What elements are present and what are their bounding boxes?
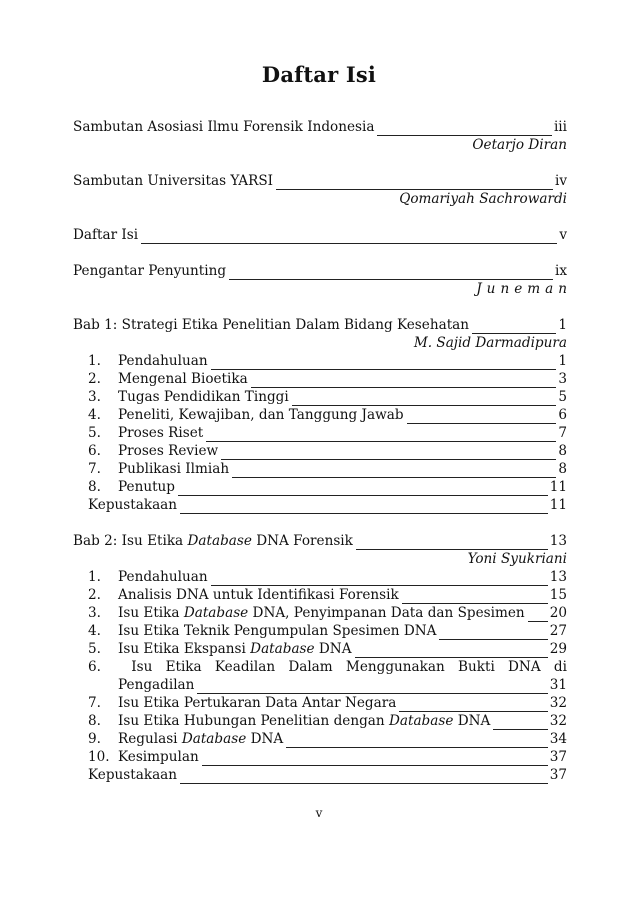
leader-line — [292, 392, 557, 406]
toc-section — [88, 478, 567, 496]
toc-chapter-2 — [73, 532, 567, 568]
leader-line — [251, 374, 557, 388]
toc-page: 37 — [549, 767, 567, 783]
toc-page: 11 — [549, 479, 567, 495]
toc-section — [88, 658, 567, 694]
toc-entry-daftar-isi — [73, 226, 567, 244]
section-title — [118, 731, 283, 747]
section-title-word: Keadilan — [214, 659, 276, 675]
leader-line — [286, 734, 548, 748]
toc-section — [88, 604, 567, 622]
toc-chapter-1 — [73, 316, 567, 352]
leader-line — [528, 608, 548, 622]
section-title: Penutup — [118, 479, 176, 495]
toc-section — [88, 568, 567, 586]
section-title-word: Bukti — [458, 659, 495, 675]
section-number: 5. — [88, 641, 101, 657]
leader-line — [229, 266, 553, 280]
leader-line — [232, 464, 556, 478]
section-title-continuation: Pengadilan — [118, 677, 195, 693]
chapter-title-part: DNA Forensik — [251, 533, 353, 549]
section-title-part: DNA — [314, 641, 352, 657]
section-number: 10. — [88, 749, 110, 765]
section-title: Publikasi Ilmiah — [118, 461, 230, 477]
toc-author: Qomariyah Sachrowardi — [399, 191, 567, 207]
section-title: Isu Etika Teknik Pengumpulan Spesimen DNA — [118, 623, 437, 639]
chapter-2-sections — [88, 568, 567, 766]
toc-page: 37 — [549, 749, 567, 765]
section-number: 8. — [88, 479, 101, 495]
toc-section — [88, 388, 567, 406]
section-title-part: DNA — [453, 713, 491, 729]
toc-section — [88, 442, 567, 460]
toc-entry-pengantar — [73, 262, 572, 298]
leader-line — [472, 320, 556, 334]
toc-section — [88, 424, 567, 442]
section-title: Pendahuluan — [118, 353, 208, 369]
section-number: 5. — [88, 425, 101, 441]
toc-section — [88, 370, 567, 388]
toc-section — [88, 712, 567, 730]
toc-page: 32 — [549, 695, 567, 711]
toc-page: 8 — [558, 461, 567, 477]
section-title — [118, 605, 525, 621]
toc-author: Oetarjo Diran — [472, 137, 567, 153]
toc-page: 27 — [549, 623, 567, 639]
section-number: 1. — [88, 353, 101, 369]
section-number: 2. — [88, 587, 101, 603]
toc-label: Kepustakaan — [88, 767, 178, 783]
toc-section — [88, 730, 567, 748]
leader-line — [211, 572, 548, 586]
toc-page: iii — [553, 119, 567, 135]
toc-page: 1 — [558, 317, 567, 333]
chapter-title-emphasis: Database — [187, 533, 252, 549]
toc-author — [73, 280, 572, 298]
leader-line — [180, 770, 548, 784]
toc-label: Pengantar Penyunting — [73, 263, 227, 279]
toc-section — [88, 640, 567, 658]
chapter-title: Bab 1: Strategi Etika Penelitian Dalam Bidang Kesehatan — [73, 317, 470, 333]
leader-line — [439, 626, 547, 640]
section-title-emphasis: Database — [181, 731, 247, 747]
section-number: 2. — [88, 371, 101, 387]
toc-section — [88, 406, 567, 424]
toc-entry-sambutan-yarsi — [73, 172, 567, 208]
toc-page: 34 — [549, 731, 567, 747]
section-title — [118, 641, 352, 657]
section-title: Mengenal Bioetika — [118, 371, 248, 387]
leader-line — [221, 446, 556, 460]
toc-page: v — [559, 227, 567, 243]
section-number: 3. — [88, 389, 101, 405]
toc-section — [88, 352, 567, 370]
leader-line — [180, 500, 548, 514]
page-number: v — [315, 806, 323, 820]
leader-line — [356, 536, 548, 550]
toc-kepustakaan — [88, 496, 567, 514]
section-number: 3. — [88, 605, 101, 621]
section-title — [118, 713, 490, 729]
page-title: Daftar Isi — [261, 62, 377, 87]
chapter-title-part: Bab 2: Isu Etika — [73, 533, 188, 549]
leader-line — [399, 698, 547, 712]
toc-entry-sambutan-aifi — [73, 118, 567, 154]
toc-page: 20 — [549, 605, 567, 621]
toc-page: 13 — [549, 533, 567, 549]
leader-line — [141, 230, 557, 244]
toc-page: 8 — [558, 443, 567, 459]
section-title-part: Regulasi — [118, 731, 182, 747]
toc-page: 11 — [549, 497, 567, 513]
chapter-1-sections — [88, 352, 567, 496]
section-number: 8. — [88, 713, 101, 729]
toc-content — [73, 118, 572, 784]
toc-section — [88, 622, 567, 640]
toc-section — [88, 694, 567, 712]
leader-line — [178, 482, 548, 496]
section-title-part: Isu Etika — [118, 605, 184, 621]
toc-page: 3 — [558, 371, 567, 387]
section-number: 6. — [88, 443, 101, 459]
section-title: Tugas Pendidikan Tinggi — [118, 389, 289, 405]
leader-line — [493, 716, 547, 730]
toc-page: 7 — [558, 425, 567, 441]
toc-label: Daftar Isi — [73, 227, 139, 243]
section-title-word: DNA — [508, 659, 541, 675]
toc-page: 31 — [549, 677, 567, 693]
section-title-emphasis: Database — [183, 605, 249, 621]
toc-page: 1 — [558, 353, 567, 369]
section-title-word: Etika — [165, 659, 202, 675]
section-number: 9. — [88, 731, 101, 747]
section-title: Kesimpulan — [118, 749, 199, 765]
section-number: 1. — [88, 569, 101, 585]
section-title-part: Isu Etika Ekspansi — [118, 641, 251, 657]
chapter-author: M. Sajid Darmadipura — [413, 335, 567, 351]
toc-label: Sambutan Asosiasi Ilmu Forensik Indonesia — [73, 119, 375, 135]
section-title-part: Isu Etika Hubungan Penelitian dengan — [118, 713, 389, 729]
toc-section — [88, 748, 567, 766]
section-title: Peneliti, Kewajiban, dan Tanggung Jawab — [118, 407, 404, 423]
section-title-emphasis: Database — [250, 641, 315, 657]
toc-page: 6 — [558, 407, 567, 423]
leader-line — [402, 590, 548, 604]
section-title-word: Dalam — [288, 659, 333, 675]
section-title-emphasis: Database — [388, 713, 454, 729]
section-number: 6. — [88, 659, 101, 675]
section-title-word: di — [553, 659, 567, 675]
leader-line — [206, 428, 556, 442]
section-title: Proses Riset — [118, 425, 204, 441]
toc-label: Sambutan Universitas YARSI — [73, 173, 274, 189]
section-title: Isu Etika Pertukaran Data Antar Negara — [118, 695, 397, 711]
section-number: 7. — [88, 461, 101, 477]
leader-line — [276, 176, 553, 190]
leader-line — [202, 752, 548, 766]
toc-page: 32 — [549, 713, 567, 729]
chapter-title — [73, 532, 353, 550]
toc-kepustakaan — [88, 766, 567, 784]
toc-page: 15 — [549, 587, 567, 603]
toc-label: Kepustakaan — [88, 497, 178, 513]
section-number: 4. — [88, 407, 101, 423]
leader-line — [377, 122, 552, 136]
section-title-word: Menggunakan — [345, 659, 445, 675]
section-title-part: DNA, Penyimpanan Data dan Spesimen — [248, 605, 525, 621]
toc-section — [88, 586, 567, 604]
leader-line — [407, 410, 557, 424]
section-title: Pendahuluan — [118, 569, 208, 585]
leader-line — [197, 680, 547, 694]
toc-page: ix — [554, 263, 567, 279]
leader-line — [211, 356, 557, 370]
leader-line — [355, 644, 548, 658]
section-title-word: Isu — [131, 659, 153, 675]
toc-page: iv — [554, 173, 567, 189]
toc-page: 13 — [549, 569, 567, 585]
section-title: Proses Review — [118, 443, 219, 459]
toc-author-text: Juneman — [476, 281, 572, 297]
toc-page: 29 — [549, 641, 567, 657]
section-number: 7. — [88, 695, 101, 711]
chapter-author: Yoni Syukriani — [467, 551, 567, 567]
section-title: Analisis DNA untuk Identifikasi Forensik — [118, 587, 399, 603]
toc-page: 5 — [558, 389, 567, 405]
section-title-part: DNA — [246, 731, 284, 747]
toc-section — [88, 460, 567, 478]
section-number: 4. — [88, 623, 101, 639]
